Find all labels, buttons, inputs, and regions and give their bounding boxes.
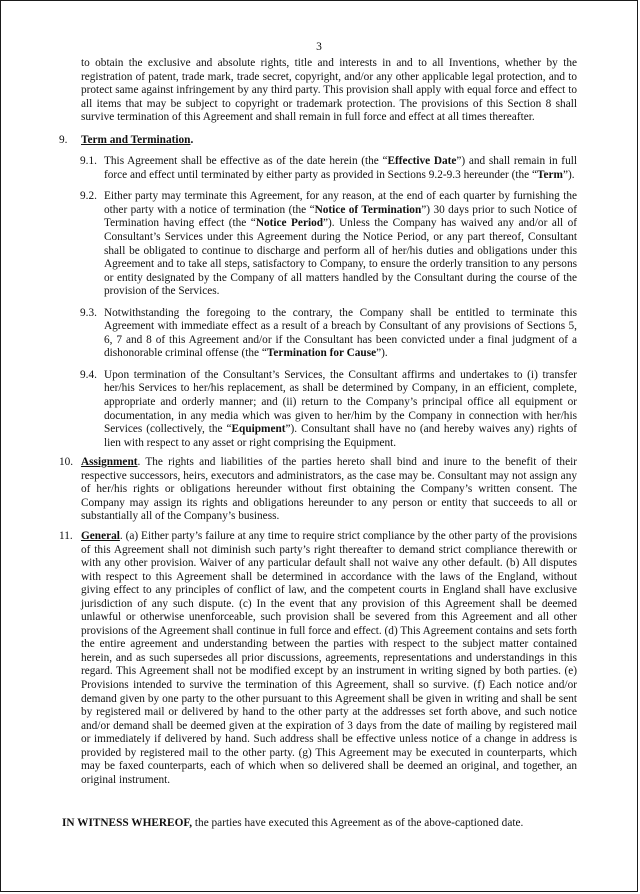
clause-9-2	[80, 190, 578, 298]
clause-text: Upon termination of the Consultant’s Services, the Consultant affirms and undertakes to (i) transfer her/his Services to her/his replacement, as shall be determined by Company, in an efficient, complete, appropriate and orderly manner; and (ii) return to the Company’s principal office all equipment or documentation, in any media which was given to her/him by the Company in connection with her/his Services (collectively, the “	[104, 368, 577, 436]
witness-heading: IN WITNESS WHEREOF,	[62, 817, 193, 830]
clause-text: ”) 30 days prior to such Notice of Termination having effect (the “	[104, 203, 577, 230]
clause-text: ”) and shall remain in full force and effect until terminated by either party as provided in Sections 9.2-9.3 hereunder (the “	[104, 155, 577, 181]
clause-text: Either party may terminate this Agreement, for any reason, at the end of each quarter by furnishing the other party with a notice of termination (the “	[104, 190, 577, 216]
document-body	[1, 57, 637, 831]
clause-9-3	[80, 306, 577, 361]
clause-number: 9.1.	[80, 155, 97, 168]
clause-9-1	[80, 155, 577, 182]
clause-number: 9.3.	[80, 306, 97, 319]
defined-term: Notice of Termination	[314, 203, 422, 216]
clause-number: 9.4.	[80, 368, 97, 381]
section-number: 11.	[59, 529, 73, 542]
clause-9-4	[80, 368, 577, 450]
section-title: Term and Termination	[81, 133, 191, 146]
defined-term: Notice Period	[255, 217, 324, 230]
witness-clause	[62, 817, 577, 831]
defined-term: Equipment	[231, 423, 286, 436]
page-number: 3	[316, 41, 322, 53]
section-title: Assignment	[81, 456, 138, 469]
clause-text: This Agreement shall be effective as of the date herein (the “	[104, 155, 388, 168]
defined-term: Effective Date	[387, 155, 457, 168]
witness-text: the parties have executed this Agreement as of the above-captioned date.	[192, 817, 524, 830]
clause-text: ”).	[562, 168, 575, 181]
section-10	[59, 456, 577, 524]
section-9-heading	[59, 133, 577, 148]
section-text: . The rights and liabilities of the parties hereto shall bind and inure to the benefit of their respective successors, heirs, executors and administrators, as the case may be. Consultant may not assign any of her/his rights or obligations hereunder without first obtaining the Company’s written consent. The Company may assign its rights and obligations hereunder to any person or entity that succeeds to all or substantially all of the Company’s business.	[81, 456, 577, 523]
section-number: 9.	[59, 133, 68, 146]
section-number: 10.	[59, 456, 74, 469]
clause-text: Notwithstanding the foregoing to the contrary, the Company shall be entitled to terminate this Agreement with immediate effect as a result of a breach by Consultant of any provisions of Sections 5, 6, 7 and 8 of this Agreement and/or if the Consultant has been convicted under a final judgment of a dishonorable criminal offense (the “	[104, 306, 577, 360]
section-8-continuation: to obtain the exclusive and absolute rights, title and interests in and to all Inventions, whether by the registration of patent, trade mark, trade secret, copyright, and/or any other applicable legal protection, and to protect same against infringement by any third party. This provision shall apply with equal force and effect to all items that may be subject to copyright or trademark protection. The provisions of this Section 8 shall survive termination of this Agreement and shall remain in full force and effect at all times thereafter.	[81, 57, 577, 124]
section-11	[59, 529, 577, 787]
clause-text: ”). Unless the Company has waived any and/or all of Consultant’s Services under this Agreement during the Notice Period, or any part thereof, Consultant shall be obligated to continue to discharge and perform all of her/his duties and obligations under this Agreement and to take all steps, satisfactory to Company, to ensure the orderly transition to any persons or entity designated by the Company of all matters handled by the Consultant during the course of the provision of the Services.	[104, 217, 578, 298]
section-text: . (a) Either party’s failure at any time to require strict compliance by the other party of the provisions of this Agreement shall not diminish such party’s right thereafter to demand strict compliance therewith or with any other provision. Waiver of any particular default shall not waive any other default. (b) All disputes with respect to this Agreement shall be determined in accordance with the laws of the England, without giving effect to any principles of conflict of law, and the competent courts in England shall have exclusive jurisdiction of any such dispute. (c) In the event that any provision of this Agreement shall be deemed unlawful or otherwise unenforceable, such provision shall be severed from this Agreement and all other provisions of the Agreement shall continue in full force and effect. (d) This Agreement contains and sets forth the entire agreement and understanding between the parties with respect to the subject matter contained herein, and as such supersedes all prior discussions, agreements, representations and understandings in this regard. This Agreement shall not be modified except by an instrument in writing signed by both parties. (e) Provisions intended to survive the termination of this Agreement, shall so survive. (f) Each notice and/or demand given by one party to the other pursuant to this Agreement shall be given in writing and shall be sent by registered mail or delivered by hand to the other party at the addresses set forth above, and such notice and/or demand shall be deemed given at the expiration of 3 days from the date of mailing by registered mail or immediately if delivered by hand. Such address shall be effective unless notice of a change in address is provided by registered mail to the other party. (g) This Agreement may be executed in counterparts, which may be faxed counterparts, each of which when so delivered shall be deemed an original, and together, an original instrument.	[81, 529, 577, 786]
clause-text: ”).	[376, 347, 388, 360]
clause-number: 9.2.	[80, 190, 97, 203]
defined-term: Termination for Cause	[266, 347, 377, 360]
defined-term: Term	[537, 168, 563, 181]
section-title-period: .	[190, 133, 194, 146]
section-title: General	[81, 529, 120, 542]
clause-text: ”). Consultant shall have no (and hereby waives any) rights of lien with respect to any asset or right comprising the Equipment.	[104, 423, 577, 449]
